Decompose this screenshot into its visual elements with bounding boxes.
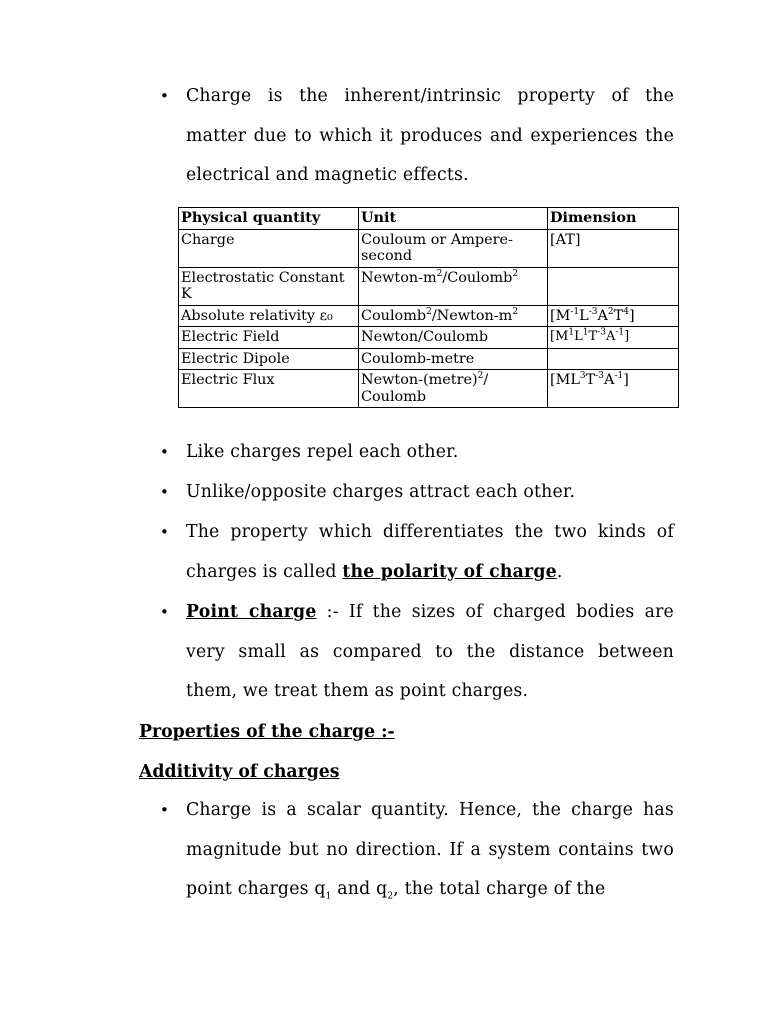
table-cell: $[M^{-1}L^{-3}A^2T^4]$ xyxy=(548,305,679,327)
bullet-text: Charge is a scalar quantity. Hence, the charge has magnitude but no direction. If a system contains two point charges $q_1$ and $q_2$, the total charge of the xyxy=(186,800,674,902)
physical-quantities-table xyxy=(178,207,679,408)
bullet-item xyxy=(160,77,674,196)
table-row xyxy=(179,370,679,408)
table-row xyxy=(179,267,679,305)
bullet-icon: • xyxy=(160,801,169,819)
column-header: Physical quantity xyxy=(179,208,359,230)
table-cell: $Coulomb^2/Newton-m^2$ xyxy=(359,305,548,327)
bullet-text: Unlike/opposite charges attract each other. xyxy=(186,482,576,502)
section-heading: Properties of the charge :- xyxy=(139,722,395,742)
table-cell: Electric Field xyxy=(179,327,359,349)
bullet-icon: • xyxy=(160,443,169,461)
bullet-item xyxy=(160,593,674,712)
table-cell: Newton-$m^2/Coulomb^2$ xyxy=(359,267,548,305)
bullet-icon: • xyxy=(160,87,169,105)
table-cell: Couloum or Ampere-second xyxy=(359,229,548,267)
table-cell: Absolute relativity ε₀ xyxy=(179,305,359,327)
bullet-text: Charge is the inherent/intrinsic property of the matter due to which it produces and experiences the electrical and magnetic effects. xyxy=(186,86,674,186)
bullet-text: Point charge :- If the sizes of charged bodies are very small as compared to the distance between them, we treat them as point charges. xyxy=(186,602,674,702)
table-cell xyxy=(548,348,679,370)
subsection-heading: Additivity of charges xyxy=(139,762,340,782)
table-cell: Coulomb-metre xyxy=(359,348,548,370)
bullet-icon: • xyxy=(160,603,169,621)
table-cell: Newton-(metre)$^2$/ Coulomb xyxy=(359,370,548,408)
table-cell: $[M^1L^1T^{-3}A^{-1}]$ xyxy=(548,327,679,349)
table-cell: Charge xyxy=(179,229,359,267)
table-cell: Electrostatic Constant K xyxy=(179,267,359,305)
bullet-icon: • xyxy=(160,523,169,541)
bullet-icon: • xyxy=(160,483,169,501)
table-cell: $[ML^3T^{-3}A^{-1}]$ xyxy=(548,370,679,408)
table-cell: Electric Dipole xyxy=(179,348,359,370)
table-cell: Newton/Coulomb xyxy=(359,327,548,349)
column-header: Dimension xyxy=(548,208,679,230)
table-cell: Electric Flux xyxy=(179,370,359,408)
table-row xyxy=(179,229,679,267)
table-row xyxy=(179,348,679,370)
table-cell: [AT] xyxy=(548,229,679,267)
polarity-term: the polarity of charge xyxy=(342,561,557,582)
bullet-item xyxy=(160,473,674,513)
bullet-item xyxy=(160,433,674,473)
point-charge-term: Point charge xyxy=(186,602,317,622)
table-row xyxy=(179,327,679,349)
bullet-item xyxy=(160,513,674,592)
column-header: Unit xyxy=(359,208,548,230)
table-cell xyxy=(548,267,679,305)
table-header-row xyxy=(179,208,679,230)
bullet-text: The property which differentiates the two kinds of charges is called the polarity of charge. xyxy=(186,522,674,582)
table-row xyxy=(179,305,679,327)
bullet-text: Like charges repel each other. xyxy=(186,442,459,462)
bullet-item xyxy=(160,791,674,910)
